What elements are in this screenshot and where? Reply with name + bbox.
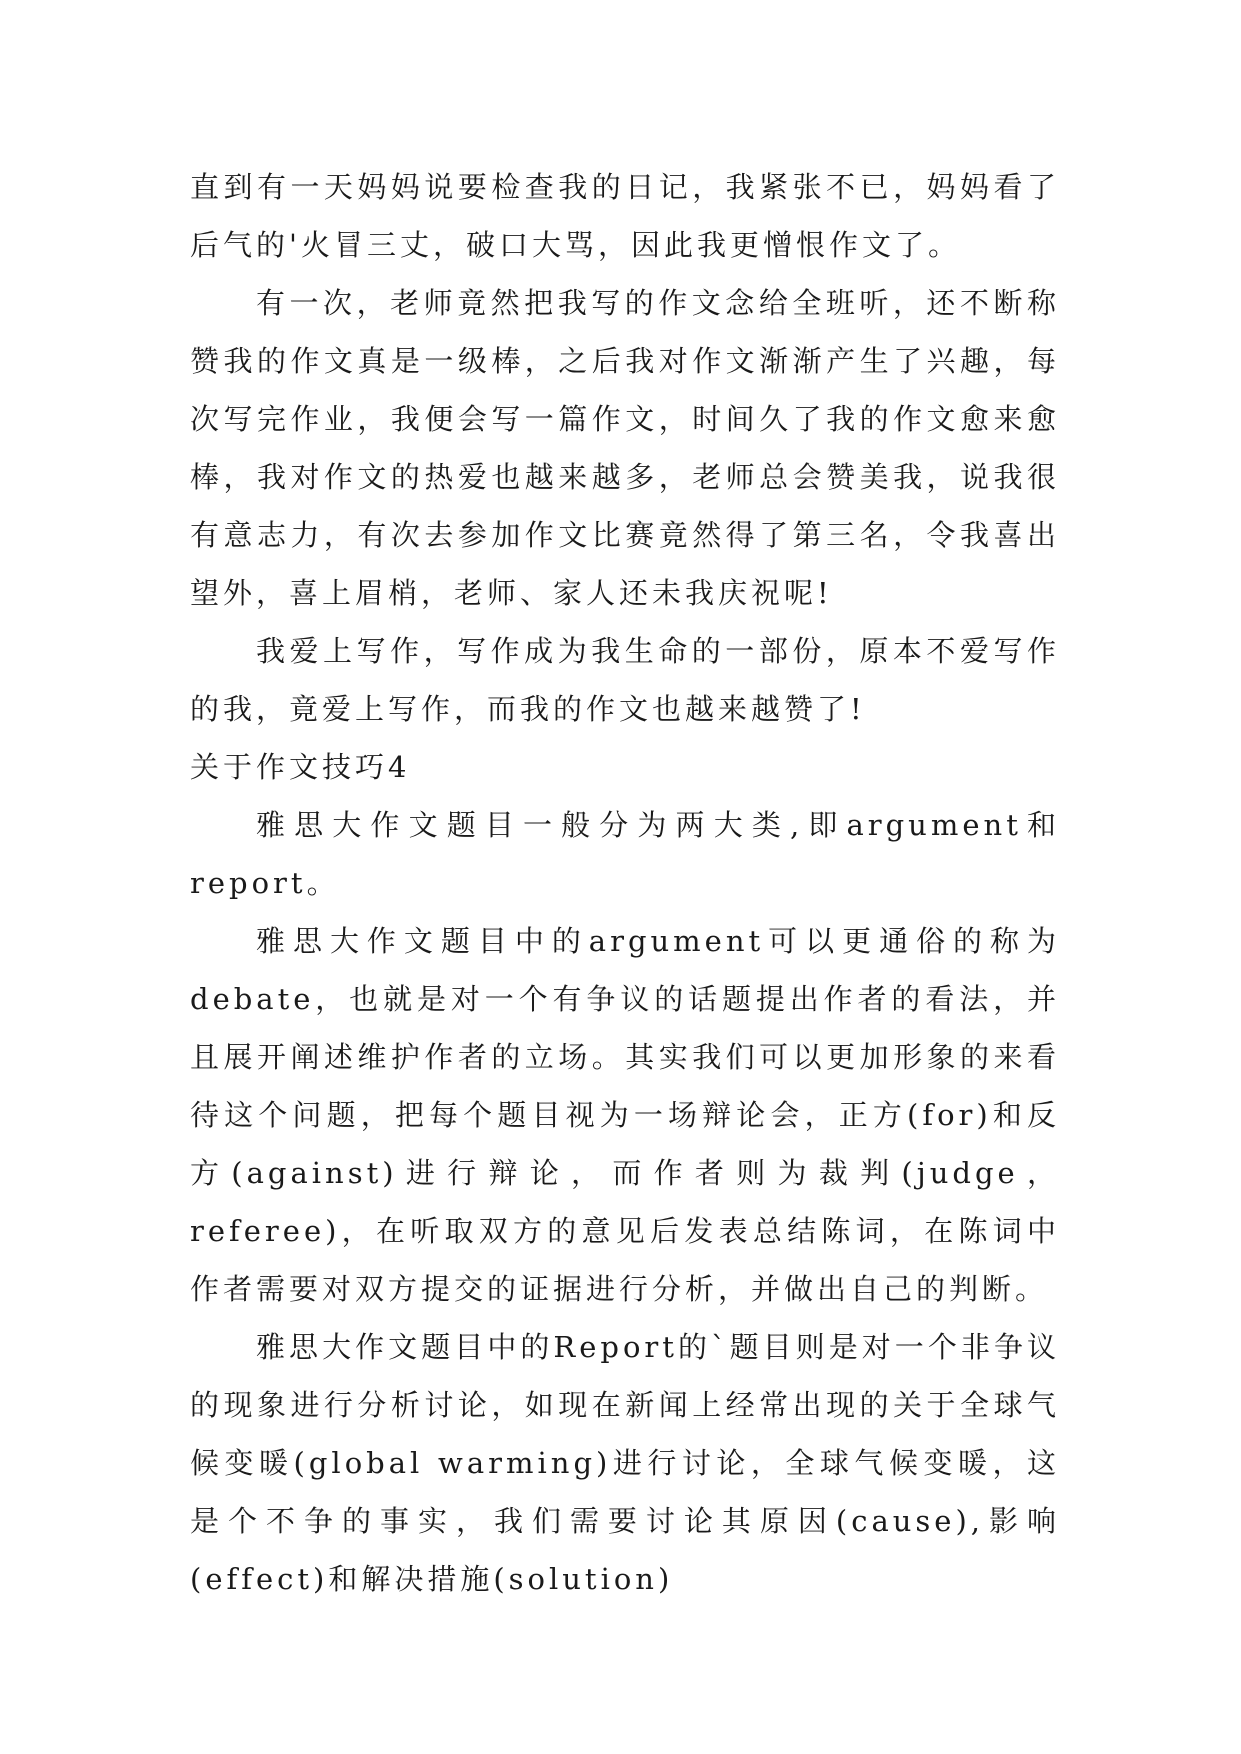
document-body bbox=[190, 158, 1060, 1608]
paragraph-ielts-report: 雅思大作文题目中的Report的`题目则是对一个非争议的现象进行分析讨论，如现在新闻上经常出现的关于全球气候变暖(global warming)进行讨论，全球气候变暖，这是个不争的事实，我们需要讨论其原因(cause),影响(effect)和解决措施(solution) bbox=[190, 1330, 1060, 1596]
paragraph-love-writing: 我爱上写作，写作成为我生命的一部份，原本不爱写作的我，竟爱上写作，而我的作文也越来越赞了! bbox=[190, 634, 1060, 726]
paragraph-teacher-praise: 有一次，老师竟然把我写的作文念给全班听，还不断称赞我的作文真是一级棒，之后我对作文渐渐产生了兴趣，每次写完作业，我便会写一篇作文，时间久了我的作文愈来愈棒，我对作文的热爱也越来越多，老师总会赞美我，说我很有意志力，有次去参加作文比赛竟然得了第三名，令我喜出望外，喜上眉梢，老师、家人还未我庆祝呢! bbox=[190, 286, 1060, 610]
paragraph-ielts-argument: 雅思大作文题目中的argument可以更通俗的称为debate，也就是对一个有争议的话题提出作者的看法，并且展开阐述维护作者的立场。其实我们可以更加形象的来看待这个问题，把每个题目视为一场辩论会，正方(for)和反方(against)进行辩论，而作者则为裁判(judge，referee)，在听取双方的意见后发表总结陈词，在陈词中作者需要对双方提交的证据进行分析，并做出自己的判断。 bbox=[190, 924, 1060, 1306]
paragraph-diary: 直到有一天妈妈说要检查我的日记，我紧张不已，妈妈看了后气的'火冒三丈，破口大骂，因此我更憎恨作文了。 bbox=[190, 170, 1060, 262]
section-heading: 关于作文技巧4 bbox=[190, 750, 411, 784]
paragraph-ielts-types: 雅思大作文题目一般分为两大类,即argument和report。 bbox=[190, 808, 1060, 900]
